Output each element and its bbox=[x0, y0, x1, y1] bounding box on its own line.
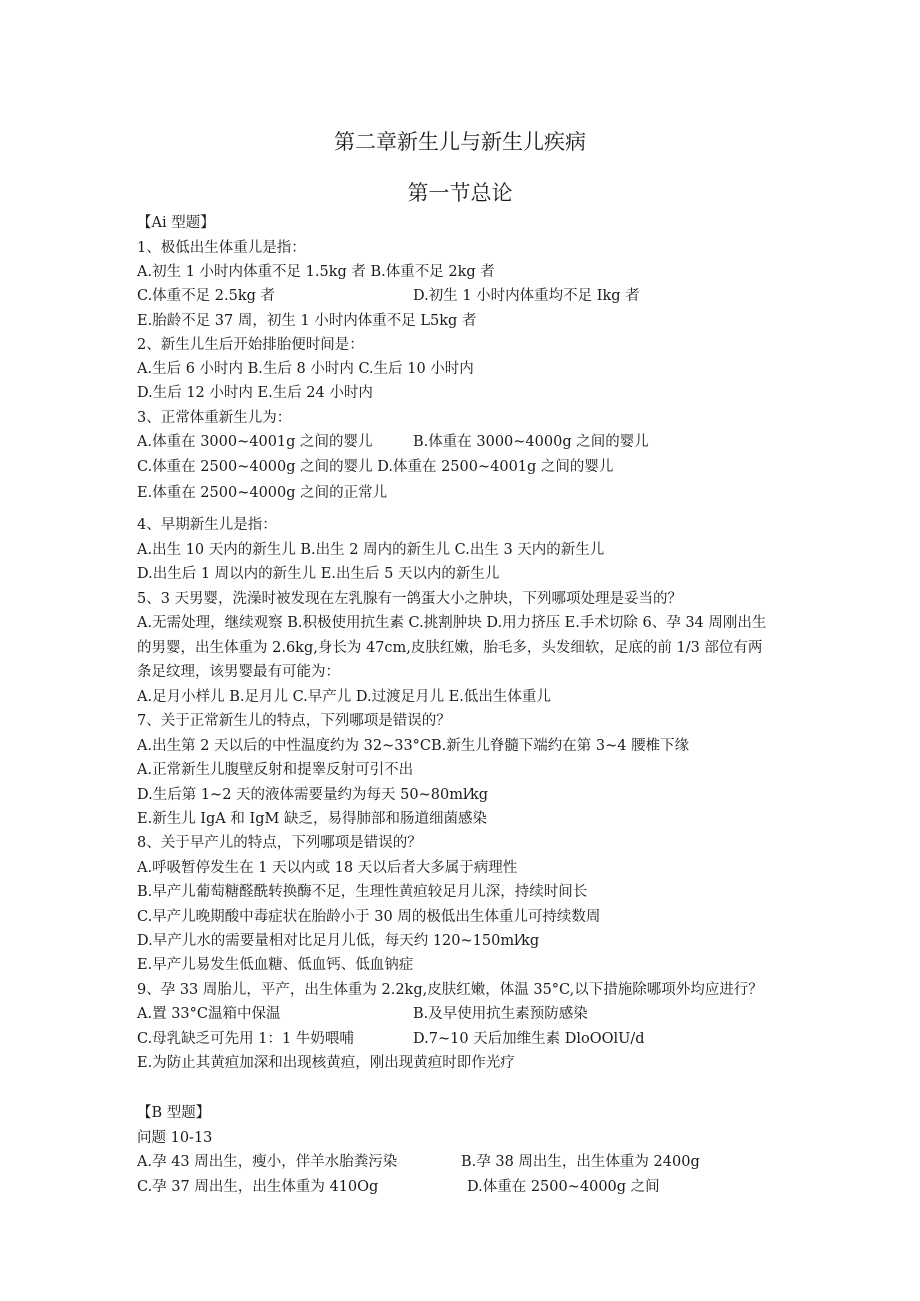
chapter-title: 第二章新生儿与新生儿疾病 bbox=[334, 130, 586, 154]
question-8: 8、关于早产儿的特点，下列哪项是错误的？ bbox=[137, 835, 422, 851]
group-option-a: A.孕 43 周出生，瘦小，伴羊水胎粪污染 bbox=[137, 1154, 398, 1170]
question-9-option-b: B.及早使用抗生素预防感染 bbox=[413, 1006, 588, 1022]
question-6-text: 条足纹理，该男婴最有可能为： bbox=[137, 664, 340, 680]
question-6-text: 的男婴，出生体重为 2.6kg,身长为 47cm,皮肤红嫩，胎毛多，头发细软，足底的前 1/3 部位有两 bbox=[137, 640, 763, 656]
group-option-d: D.体重在 2500~4000g 之间 bbox=[467, 1179, 660, 1195]
question-8-option-c: C.早产儿晚期酸中毒症状在胎龄小于 30 周的极低出生体重儿可持续数周 bbox=[137, 909, 601, 925]
question-type-header: 【B 型题】 bbox=[137, 1105, 211, 1121]
question-1: 1、极低出生体重儿是指： bbox=[137, 240, 306, 256]
question-8-option-d: D.早产儿水的需要量相对比足月儿低，每天约 120~150ml⁄kg bbox=[137, 933, 540, 949]
question-type-header: 【Ai 型题】 bbox=[137, 215, 215, 231]
section-title: 第一节总论 bbox=[407, 181, 513, 205]
question-6-options: A.足月小样儿 B.足月儿 C.早产儿 D.过渡足月儿 E.低出生体重儿 bbox=[137, 689, 551, 705]
question-9-option-a: A.置 33°C温箱中保温 bbox=[137, 1006, 281, 1022]
question-4-options: D.出生后 1 周以内的新生儿 E.出生后 5 天以内的新生儿 bbox=[137, 566, 500, 582]
question-8-option-e: E.早产儿易发生低血糖、低血钙、低血钠症 bbox=[137, 957, 414, 973]
question-4: 4、早期新生儿是指： bbox=[137, 517, 277, 533]
group-option-c: C.孕 37 周出生，出生体重为 410Og bbox=[137, 1179, 379, 1195]
question-3-option-e: E.体重在 2500~4000g 之间的正常儿 bbox=[137, 485, 388, 501]
question-7: 7、关于正常新生儿的特点，下列哪项是错误的？ bbox=[137, 713, 451, 729]
question-7-option: A.正常新生儿腹壁反射和提睾反射可引不出 bbox=[137, 762, 414, 778]
question-9-option-d: D.7~10 天后加维生素 DloOOlU/d bbox=[413, 1031, 645, 1047]
question-2-options: A.生后 6 小时内 B.生后 8 小时内 C.生后 10 小时内 bbox=[137, 361, 474, 377]
question-1-options: A.初生 1 小时内体重不足 1.5kg 者 B.体重不足 2kg 者 bbox=[137, 264, 495, 280]
question-5-options: A.无需处理，继续观察 B.积极使用抗生素 C.挑割肿块 D.用力挤压 E.手术切除 6、孕 34 周刚出生 bbox=[137, 615, 767, 631]
question-7-option-e: E.新生儿 IgA 和 IgM 缺乏，易得肺部和肠道细菌感染 bbox=[137, 811, 487, 827]
question-1-option-d: D.初生 1 小时内体重均不足 Ikg 者 bbox=[413, 288, 640, 304]
question-9-option-c: C.母乳缺乏可先用 1：1 牛奶喂哺 bbox=[137, 1031, 354, 1047]
question-3-option-b: B.体重在 3000~4000g 之间的婴儿 bbox=[413, 434, 649, 450]
question-group-label: 问题 10-13 bbox=[137, 1130, 213, 1146]
question-9-option-e: E.为防止其黄疸加深和出现核黄疸，刚出现黄疸时即作光疗 bbox=[137, 1055, 515, 1071]
question-2: 2、新生儿生后开始排胎便时间是： bbox=[137, 337, 364, 353]
question-3: 3、正常体重新生儿为： bbox=[137, 410, 292, 426]
question-7-option-d: D.生后第 1~2 天的液体需要量约为每天 50~80ml⁄kg bbox=[137, 787, 489, 803]
question-8-option-b: B.早产儿葡萄糖醛酰转换酶不足，生理性黄疸较足月儿深，持续时间长 bbox=[137, 884, 588, 900]
question-1-option-e: E.胎龄不足 37 周，初生 1 小时内体重不足 L5kg 者 bbox=[137, 313, 477, 329]
question-3-options: C.体重在 2500~4000g 之间的婴儿 D.体重在 2500~4001g 之间的婴儿 bbox=[137, 459, 614, 475]
question-1-option-c: C.体重不足 2.5kg 者 bbox=[137, 288, 276, 304]
question-7-options: A.出生第 2 天以后的中性温度约为 32~33°CB.新生儿脊髓下端约在第 3~4 腰椎下缘 bbox=[137, 738, 690, 754]
question-4-options: A.出生 10 天内的新生儿 B.出生 2 周内的新生儿 C.出生 3 天内的新生儿 bbox=[137, 542, 605, 558]
question-9: 9、孕 33 周胎儿，平产，出生体重为 2.2kg,皮肤红嫩，体温 35°C,以下措施除哪项外均应进行？ bbox=[137, 982, 763, 998]
question-8-option-a: A.呼吸暂停发生在 1 天以内或 18 天以后者大多属于病理性 bbox=[137, 860, 518, 876]
group-option-b: B.孕 38 周出生，出生体重为 2400g bbox=[461, 1154, 700, 1170]
question-3-option-a: A.体重在 3000~4001g 之间的婴儿 bbox=[137, 434, 373, 450]
question-5: 5、3 天男婴，洗澡时被发现在左乳腺有一鸽蛋大小之肿块，下列哪项处理是妥当的？ bbox=[137, 591, 683, 607]
question-2-options: D.生后 12 小时内 E.生后 24 小时内 bbox=[137, 385, 373, 401]
